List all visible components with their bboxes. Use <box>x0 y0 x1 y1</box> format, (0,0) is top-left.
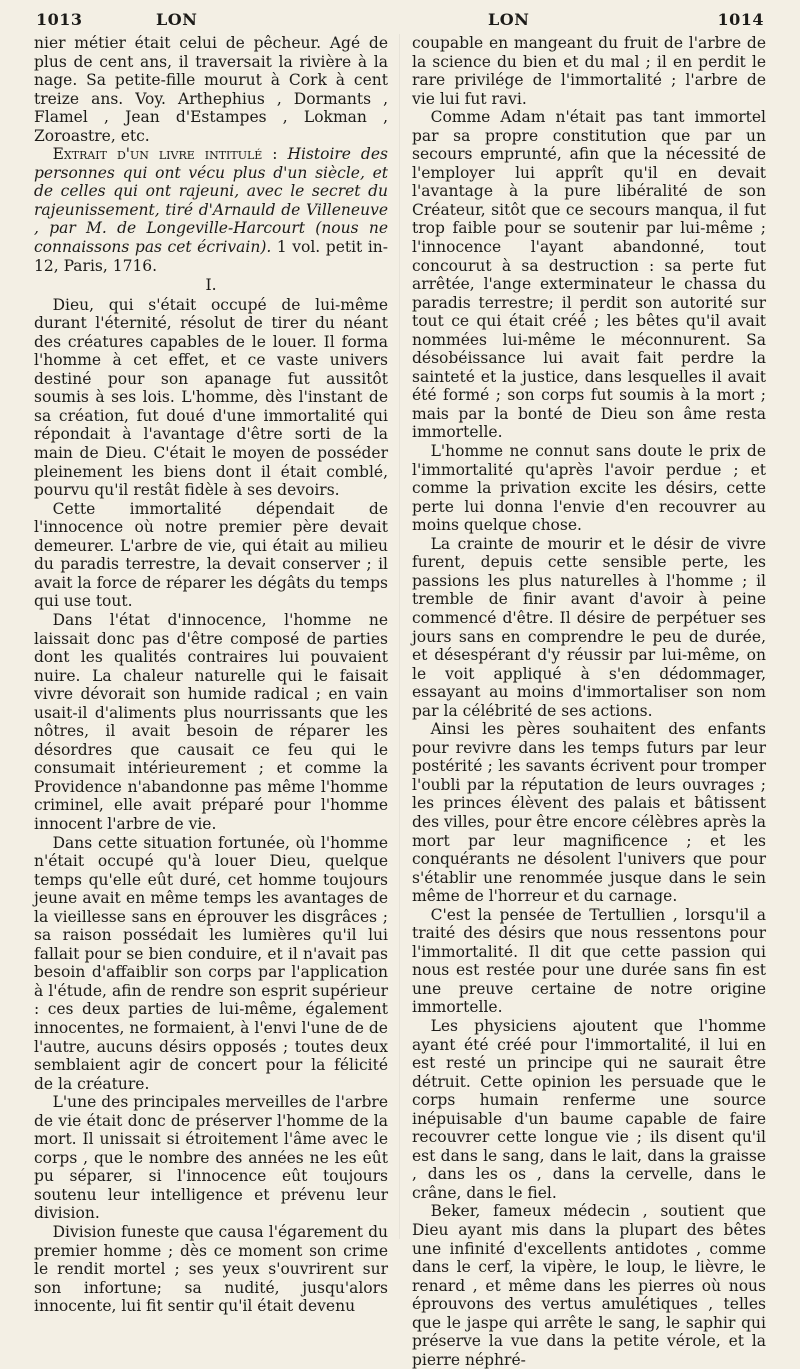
paragraph: Ainsi les pères souhaitent des enfants pour revivre dans les temps futurs par leur postérité ; les savants écrivent pour tromper l'oubli par la réputation de leurs ouvrages ; les princes élèvent des palais et bâtissent des villes, pour être encore célèbres après la mort par leur magnificence ; et les conquérants ne désolent l'univers que pour s'établir une renommée jusque dans le sein même de l'horreur et du carnage. <box>412 720 766 906</box>
running-header <box>36 10 764 34</box>
paragraph: Dieu, qui s'était occupé de lui-même durant l'éternité, résolut de tirer du néant des créatures capables de le louer. Il forma l'homme à cet effet, et ce vaste univers destiné pour son apanage fut aussitôt soumis à ses lois. L'homme, dès l'instant de sa création, fut doué d'une immortalité qui répondait à l'avantage d'être sorti de la main de Dieu. C'était le moyen de posséder pleinement les biens dont il était comblé, pourvu qu'il restât fidèle à ses devoirs. <box>34 295 388 500</box>
page-number-left: 1013 <box>36 10 83 29</box>
paragraph: Division funeste que causa l'égarement du premier homme ; dès ce moment son crime le rendit mortel ; ses yeux s'ouvrirent sur son infortune; sa nudité, jusqu'alors innocente, lui fit sentir qu'il était devenu <box>34 1223 388 1316</box>
paragraph: coupable en mangeant du fruit de l'arbre de la science du bien et du mal ; il en perdit le rare privilége de l'immortalité ; l'arbre de vie lui fut ravi. <box>412 34 766 108</box>
page-number-right: 1014 <box>717 10 764 29</box>
section-number: I. <box>205 276 217 295</box>
paragraph: La crainte de mourir et le désir de vivre furent, depuis cette sensible perte, les passions les plus naturelles à l'homme ; il tremble de finir avant d'avoir à peine commencé d'être. Il désire de perpétuer ses jours sans en comprendre le peu de durée, et désespérant d'y réussir par lui-même, on le voit appliqué à s'en dédommager, essayant au moins d'immortaliser son nom par la célébrité de ses actions. <box>412 534 766 720</box>
paragraph: C'est la pensée de Tertullien , lorsqu'il a traité des désirs que nous ressentons pour l'immortalité. Il dit que cette passion qui nous est restée pour une durée sans fin est une preuve certaine de notre origine immortelle. <box>412 905 766 1017</box>
extract-lead: Extrait d'un livre intitulé : <box>52 145 278 164</box>
paragraph: L'homme ne connut sans doute le prix de l'immortalité qu'après l'avoir perdue ; et comme la privation excite les désirs, cette perte lui donna l'envie d'en recouvrer au moins quelque chose. <box>412 442 766 535</box>
paragraph: Cette immortalité dépendait de l'innocence où notre premier père devait demeurer. L'arbre de vie, qui était au milieu du paradis terrestre, la devait conserver ; il avait la force de réparer les dégâts du temps qui use tout. <box>34 499 388 611</box>
paragraph: L'une des principales merveilles de l'arbre de vie était donc de préserver l'homme de la mort. Il unissait si étroitement l'âme avec le corps , que le nombre des années ne les eût pu séparer, si l'innocence eût toujours soutenu leur intelligence et prévenu leur division. <box>34 1093 388 1223</box>
paragraph: Comme Adam n'était pas tant immortel par sa propre constitution que par un secours emprunté, afin que la nécessité de l'employer lui apprît qu'il en devait l'avantage à la pure libéralité de son Créateur, sitôt que ce secours manqua, il fut trop faible pour se soutenir par lui-même ; l'innocence l'ayant abandonné, tout concourut à sa destruction : sa perte fut arrêtée, l'ange exterminateur le chassa du paradis terrestre; il perdit son autorité sur tout ce qui était créé ; les bêtes qu'il avait nommées lui-même le méconnurent. Sa désobéissance lui avait fait perdre la sainteté et la justice, dans lesquelles il avait été formé ; son corps fut soumis à la mort ; mais par la bonté de Dieu son âme resta immortelle. <box>412 108 766 442</box>
paragraph: Dans l'état d'innocence, l'homme ne laissait donc pas d'être composé de parties dont les qualités contraires lui pouvaient nuire. La chaleur naturelle qui le faisait vivre dévorait son humide radical ; en vain usait-il d'aliments plus nourrissants que les nôtres, il avait besoin de réparer les désordres que causait ce feu qui le consumait intérieurement ; et comme la Providence n'abandonne pas même l'homme criminel, elle avait préparé pour l'homme innocent l'arbre de vie. <box>34 610 388 833</box>
right-column <box>412 34 766 1369</box>
headword-left: LON <box>156 10 198 29</box>
extract-title: Histoire des personnes qui ont vécu plus d'un siècle, et de celles qui ont rajeuni, avec le secret du rajeunissement, tiré d'Arnauld de Villeneuve , par M. de Longeville-Harcourt (nous ne connaissons pas cet écrivain). <box>34 145 388 257</box>
left-column <box>34 34 388 1316</box>
paragraph: Dans cette situation fortunée, où l'homme n'était occupé qu'à louer Dieu, quelque temps qu'elle eût duré, cet homme toujours jeune avait en même temps les avantages de la vieillesse sans en éprouver les disgrâces ; sa raison possédait les lumières qu'il lui fallait pour se bien conduire, et il n'avait pas besoin d'affaiblir son corps par l'application à l'étude, afin de rendre son esprit supérieur : ces deux parties de lui-même, également innocentes, ne formaient, à l'envi l'une de de l'autre, aucuns désirs opposés ; toutes deux semblaient agir de concert pour la félicité de la créature. <box>34 833 388 1093</box>
column-gutter <box>399 34 400 1239</box>
paragraph: nier métier était celui de pêcheur. Agé de plus de cent ans, il traversait la rivière à la nage. Sa petite-fille mourut à Cork à cent treize ans. Voy. Arthephius , Dormants , Flamel , Jean d'Estampes , Lokman , Zoroastre, etc. <box>34 34 388 145</box>
extract-heading <box>34 145 388 275</box>
paragraph: Beker, fameux médecin , soutient que Dieu ayant mis dans la plupart des bêtes une infinité d'excellents antidotes , comme dans le cerf, la vipère, le loup, le lièvre, le renard , et même dans les pierres où nous éprouvons des vertus amulétiques , telles que le jaspe qui arrête le sang, le saphir qui préserve la vue dans la petite vérole, et la pierre néphré- <box>412 1202 766 1369</box>
extract-tail: 1 vol. petit in-12, Paris, 1716. <box>34 238 388 275</box>
paragraph: Les physiciens ajoutent que l'homme ayant été créé pour l'immortalité, il lui en est resté un principe qui ne saurait être détruit. Cette opinion les persuade que le corps humain renferme une source inépuisable d'un baume capable de faire recouvrer cette longue vie ; ils disent qu'il est dans le sang, dans le lait, dans la graisse , dans les os , dans la cervelle, dans le crâne, dans le fiel. <box>412 1016 766 1202</box>
headword-right: LON <box>488 10 530 29</box>
